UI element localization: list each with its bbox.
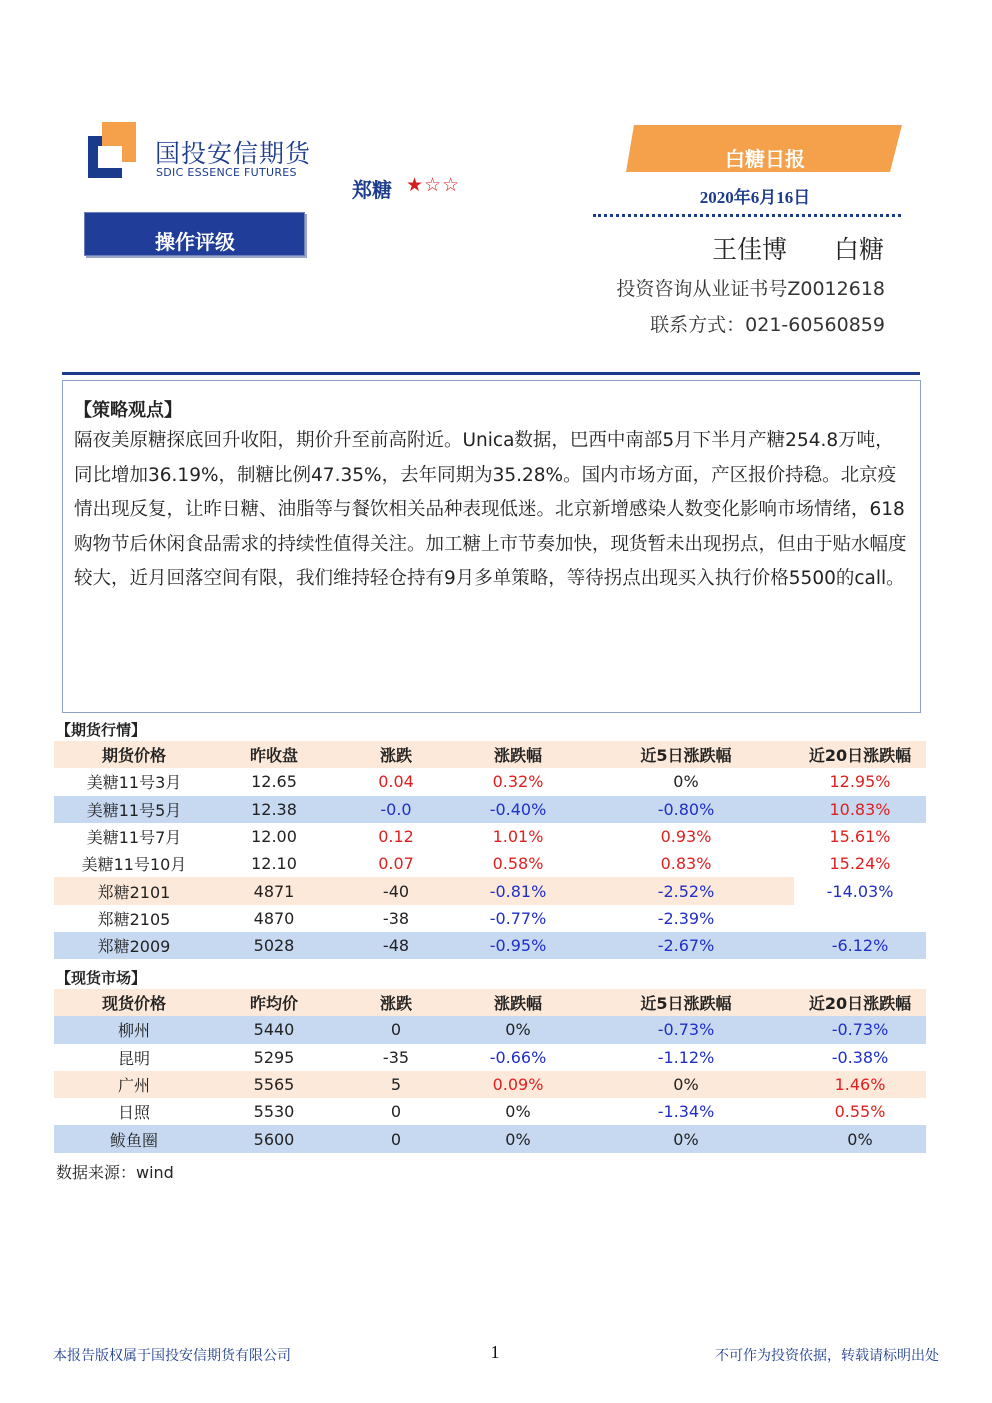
header-dotted-divider — [593, 214, 901, 217]
table-cell: -0.0 — [380, 799, 412, 819]
table-cell: -0.77% — [489, 908, 547, 928]
table-cell: -35 — [382, 1047, 410, 1067]
table-cell: 12.95% — [829, 772, 891, 792]
table-cell: 0.04 — [378, 772, 414, 792]
table-row — [54, 1044, 926, 1071]
table-row — [54, 1125, 926, 1152]
header-cell: 现货价格 — [101, 994, 166, 1014]
table-cell: -14.03% — [794, 877, 926, 904]
table-cell: -1.12% — [657, 1047, 715, 1067]
table-cell: 0 — [390, 1129, 402, 1149]
table-cell: 12.38 — [251, 799, 297, 819]
table-cell: 0% — [505, 1020, 531, 1040]
table-cell: 0.32% — [492, 772, 544, 792]
header-cell: 近5日涨跌幅 — [640, 746, 732, 766]
table-cell: 广州 — [117, 1076, 150, 1096]
table-cell: 美糖11号7月 — [86, 828, 182, 848]
table-cell: 4870 — [253, 908, 295, 928]
table-cell: 1.46% — [834, 1075, 886, 1095]
table-cell: 0.93% — [660, 827, 712, 847]
contact-info: 联系方式：021-60560859 — [650, 314, 885, 336]
table-cell: 美糖11号5月 — [86, 800, 182, 820]
table-cell: -2.39% — [657, 908, 715, 928]
header-cell: 近5日涨跌幅 — [640, 994, 732, 1014]
table-cell: 美糖11号3月 — [86, 773, 182, 793]
table-row — [54, 1098, 926, 1125]
table-cell: 昆明 — [117, 1048, 150, 1068]
strategy-body: 隔夜美原糖探底回升收阳，期价升至前高附近。Unica数据，巴西中南部5月下半月产糖254.8万吨，同比增加36.19%，制糖比例47.35%，去年同期为35.28%。国内市场方面，产区报价持稳。北京疫情出现反复，让昨日糖、油脂等与餐饮相关品种表现低迷。北京新增感染人数变化影响市场情绪，618购物节后休闲食品需求的持续性值得关注。加工糖上市节奏加快，现货暂未出现拐点，但由于贴水幅度较大，近月回落空间有限，我们维持轻仓持有9月多单策略，等待拐点出现买入执行价格5500的call。 — [74, 430, 907, 589]
table-cell: 0.55% — [834, 1102, 886, 1122]
table-cell: 日照 — [117, 1103, 150, 1123]
table-cell: 10.83% — [829, 799, 891, 819]
spot-section-label: 【现货市场】 — [56, 969, 147, 987]
table-cell: 12.10 — [251, 854, 297, 874]
table-cell: 0% — [505, 1102, 531, 1122]
report-title: 白糖日报 — [725, 147, 805, 171]
table-cell: 5530 — [253, 1102, 295, 1122]
logo-company-name: 国投安信期货 — [155, 139, 312, 168]
page-number: 1 — [490, 1342, 500, 1362]
table-cell: -0.73% — [657, 1020, 715, 1040]
author-product: 白糖 — [834, 235, 885, 264]
header-cell: 涨跌 — [379, 746, 412, 766]
table-cell: -0.81% — [489, 881, 547, 901]
footer-copyright: 本报告版权属于国投安信期货有限公司 — [53, 1348, 291, 1364]
footer-disclaimer: 不可作为投资依据，转载请标明出处 — [715, 1348, 939, 1364]
table-cell: 0% — [673, 1075, 699, 1095]
table-cell: -0.80% — [657, 799, 715, 819]
data-source: 数据来源：wind — [56, 1163, 174, 1182]
futures-section-label: 【期货行情】 — [56, 721, 147, 739]
header-cell: 期货价格 — [101, 746, 166, 766]
table-cell: 0 — [390, 1102, 402, 1122]
header-cell: 近20日涨跌幅 — [808, 746, 912, 766]
report-date: 2020年6月16日 — [699, 188, 811, 207]
table-cell: -0.66% — [489, 1047, 547, 1067]
table-cell: -0.73% — [831, 1020, 889, 1040]
header-cell: 涨跌幅 — [493, 746, 542, 766]
table-cell: -0.95% — [489, 936, 547, 956]
table-row — [54, 1016, 926, 1043]
header-cell: 涨跌 — [379, 994, 412, 1014]
strategy-heading: 【策略观点】 — [74, 400, 182, 421]
logo-company-name-en: SDIC ESSENCE FUTURES — [156, 166, 297, 179]
table-cell: -2.52% — [657, 881, 715, 901]
table-cell: 0.09% — [492, 1075, 544, 1095]
table-cell: 5600 — [253, 1129, 295, 1149]
table-cell: 郑糖2009 — [97, 937, 171, 957]
table-cell: -0.40% — [489, 799, 547, 819]
table-cell: 0.83% — [660, 854, 712, 874]
table-row — [54, 877, 926, 904]
table-row — [54, 932, 926, 959]
table-cell: 12.65 — [251, 772, 297, 792]
table-cell: -6.12% — [831, 936, 889, 956]
table-row — [54, 823, 926, 850]
table-cell: 5 — [390, 1075, 402, 1095]
rating-product: 郑糖 — [352, 178, 392, 202]
table-cell: 0% — [673, 1129, 699, 1149]
operation-rating-label: 操作评级 — [155, 230, 235, 254]
table-cell: 0% — [847, 1129, 873, 1149]
header-cell: 涨跌幅 — [493, 994, 542, 1014]
table-cell: 0.07 — [378, 854, 414, 874]
author-name: 王佳博 — [712, 235, 788, 264]
table-cell: 郑糖2105 — [97, 909, 171, 929]
table-cell: -48 — [382, 936, 410, 956]
table-cell: 0% — [505, 1129, 531, 1149]
table-cell: 0.58% — [492, 854, 544, 874]
table-cell: 鲅鱼圈 — [109, 1130, 158, 1150]
table-cell: -1.34% — [657, 1102, 715, 1122]
table-cell: -2.67% — [657, 936, 715, 956]
table-cell: 15.24% — [829, 854, 891, 874]
table-row — [54, 905, 926, 932]
certificate-number: 投资咨询从业证书号Z0012618 — [616, 278, 885, 300]
table-cell: 5440 — [253, 1020, 295, 1040]
strategy-top-rule — [62, 372, 920, 375]
table-row — [54, 850, 926, 877]
futures-header-row — [54, 741, 926, 768]
futures-table — [54, 741, 926, 959]
header-cell: 近20日涨跌幅 — [808, 994, 912, 1014]
header-cell: 昨均价 — [249, 994, 298, 1014]
table-row — [54, 796, 926, 823]
table-cell: 美糖11号10月 — [81, 855, 187, 875]
table-cell: 5028 — [253, 936, 295, 956]
sdic-logo-icon — [88, 122, 136, 178]
table-row — [54, 1071, 926, 1098]
rating-stars: ★☆☆ — [406, 174, 461, 196]
table-cell: 1.01% — [492, 827, 544, 847]
table-cell — [794, 905, 926, 932]
table-cell: -40 — [382, 881, 410, 901]
table-cell: 郑糖2101 — [97, 882, 171, 902]
table-cell: 柳州 — [117, 1021, 150, 1041]
spot-table — [54, 989, 926, 1153]
table-cell: 0.12 — [378, 827, 414, 847]
table-cell: 4871 — [253, 881, 295, 901]
header-cell: 昨收盘 — [249, 746, 298, 766]
table-cell: -38 — [382, 908, 410, 928]
table-cell: 12.00 — [251, 827, 297, 847]
table-row — [54, 768, 926, 795]
table-cell: -0.38% — [831, 1047, 889, 1067]
table-cell: 0 — [390, 1020, 402, 1040]
table-cell: 15.61% — [829, 827, 891, 847]
table-cell: 5295 — [253, 1047, 295, 1067]
spot-header-row — [54, 989, 926, 1016]
table-cell: 0% — [673, 772, 699, 792]
table-cell: 5565 — [253, 1075, 295, 1095]
